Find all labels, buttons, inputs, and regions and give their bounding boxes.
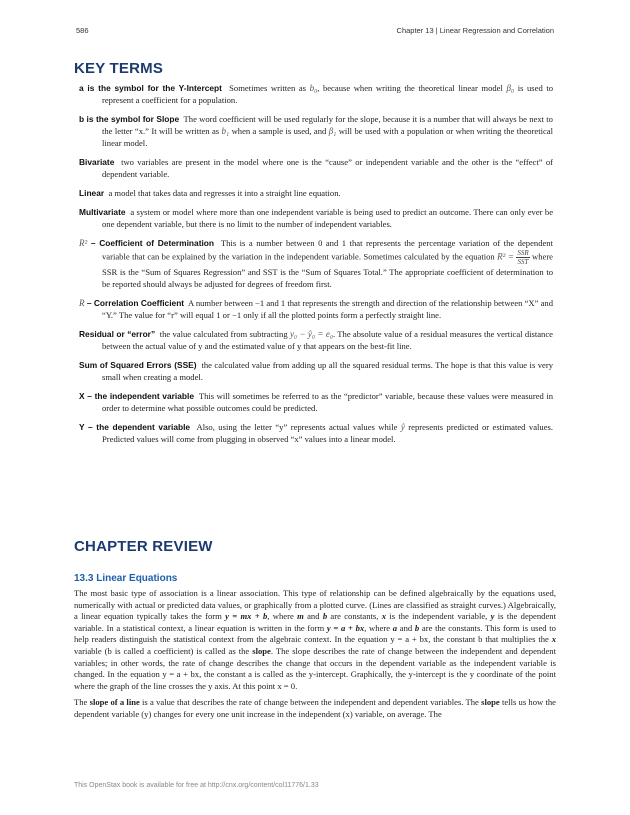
math-bold: x — [381, 611, 386, 622]
term-text: The word coefficient will be used regularly for the slope, because it is a number that will always be next to the letter “x.” It will be written as — [102, 114, 553, 136]
term-text: is used to represent a coefficient for a population. — [102, 83, 554, 105]
math-residual: y₀ − ŷ₀ = e₀ — [289, 329, 333, 339]
math-beta0: β₀ — [506, 83, 515, 93]
fraction-denominator: SST — [517, 258, 529, 266]
term-title: b is the symbol for Slope — [79, 114, 180, 124]
term-title: Sum of Squared Errors (SSE) — [79, 360, 197, 370]
math-y-hat: ŷ — [400, 422, 405, 432]
math-bold: y — [490, 611, 495, 622]
math-bold: b — [322, 611, 328, 622]
term-text: This is a number between 0 and 1 that represents the percentage variation of the dependent variable that can be explained by the variation in the independent variable. Sometimes calculated by the equation — [102, 238, 553, 262]
text-run: variable (b is called a coefficient) is called as the — [74, 645, 253, 656]
term-title: a is the symbol for the Y-Intercept — [79, 83, 222, 93]
math-bold: m — [297, 611, 304, 622]
term-text: This will sometimes be referred to as the “predictor” variable, because these values were measured in order to determine what possible outcomes could be predicted. — [102, 391, 554, 413]
text-run: tells us how the dependent variable (y) changes for every one unit increase in the independent (x) variable, on average. The — [74, 697, 556, 719]
key-terms-heading: KEY TERMS — [74, 60, 164, 77]
text-run: . The slope describes the rate of change between the independent and dependent variables; in other words, the rate of change describes the change that occurs in the dependent variable as the independent variable is changed. In the equation y = a + bx, the constant a is called as the y-intercept. Graphically, the y-intercept is the y coordinate of the point where the graph of the line crosses the y axis. At this point x = 0. — [74, 645, 556, 691]
review-paragraph-1 — [74, 588, 556, 692]
bold-term: slope — [252, 645, 271, 656]
term-title: Bivariate — [79, 157, 115, 167]
math-bold: a — [392, 622, 398, 633]
text-run: are the constants. This form is used to help readers distinguish the statistical context from the algebraic context. In the equation y = a + bx, the constant b that multiplies the — [74, 622, 556, 645]
term-text: Also, using the letter “y” represents actual values while — [196, 422, 398, 432]
math-bold: y = mx + b — [225, 611, 268, 622]
math-r2-equals: R² = — [497, 251, 514, 262]
term-text: a system or model where more than one independent variable is being used to predict an outcome. There can only ever be one dependent variable, but there is no limit to the number of independent variables. — [102, 207, 554, 229]
text-run: The most basic type of association is a linear association. This type of relationship can be defined algebraically by the equations used, numerically with actual or predicted data values, or graphically from a plotted curve. (Lines are classified as straight curves.) Algebraically, a linear equation typically takes the form — [74, 588, 556, 622]
term-title: Y – the dependent variable — [79, 422, 191, 432]
math-r-squared: R² — [79, 238, 88, 248]
term-text: A number between −1 and 1 that represents the strength and direction of the relationship between “X” and “Y.” The value for “r” will equal 1 or −1 only if all the plotted points form a perfectly straight line. — [102, 298, 553, 320]
math-bold: y = a + bx — [326, 622, 365, 633]
term-sse — [79, 359, 553, 383]
chapter-review-heading: CHAPTER REVIEW — [74, 538, 213, 555]
term-text: two variables are present in the model where one is the “cause” or independent variable and the other is the “effect” of dependent variable. — [102, 157, 554, 179]
text-run: , where — [267, 611, 298, 622]
term-text: when a sample is used, and — [231, 126, 327, 136]
running-header: Chapter 13 | Linear Regression and Correlation — [396, 26, 554, 35]
math-b1: b₁ — [221, 126, 230, 136]
math-beta1: β₁ — [328, 126, 337, 136]
text-run: , where — [364, 622, 393, 633]
bold-term: slope of a line — [89, 697, 140, 708]
term-title: Residual or “error” — [79, 329, 156, 339]
term-text: the value calculated from subtracting — [159, 329, 288, 339]
math-fraction — [516, 249, 529, 266]
term-correlation-coefficient — [79, 297, 553, 321]
text-run: The — [74, 697, 90, 708]
chapter-review-body — [74, 588, 556, 726]
footer-note: This OpenStax book is available for free at http://cnx.org/content/col11776/1.33 — [74, 782, 319, 789]
key-terms-list — [79, 82, 553, 452]
math-bold: x — [551, 634, 556, 645]
term-text: the calculated value from adding up all the squared residual terms. The hope is that this value is very small when creating a model. — [102, 360, 554, 382]
review-paragraph-2 — [74, 697, 556, 720]
term-text: where SSR is the “Sum of Squares Regression” and SST is the “Sum of Squares Total.” The appropriate coefficient of determination to be reported should always be adjusted for degrees of freedom first. — [102, 251, 553, 289]
term-coefficient-of-determination — [79, 237, 553, 290]
term-independent-variable — [79, 390, 553, 414]
term-y-intercept — [79, 82, 553, 106]
math-bold: b — [414, 622, 420, 633]
text-run: is the independent variable, — [385, 611, 491, 622]
term-title: Multivariate — [79, 207, 126, 217]
math-b0: b₀ — [309, 83, 318, 93]
term-title: – Coefficient of Determination — [87, 238, 215, 248]
term-text: Sometimes written as — [229, 83, 306, 93]
text-run: and — [303, 611, 323, 622]
section-title: 13.3 Linear Equations — [74, 573, 178, 584]
term-multivariate — [79, 206, 553, 230]
term-text: represents predicted or estimated values. Predicted values will come from plugging in observed “x” values into a linear model. — [102, 422, 553, 444]
term-title: – Correlation Coefficient — [84, 298, 185, 308]
text-run: is the dependent variable. In a statistical context, a linear equation is written in the form — [74, 611, 556, 633]
term-title: X – the independent variable — [79, 391, 194, 401]
text-run: are constants, — [327, 611, 382, 622]
term-slope — [79, 113, 553, 149]
term-bivariate — [79, 156, 553, 180]
term-residual — [79, 328, 553, 352]
bold-term: slope — [481, 697, 500, 708]
fraction-numerator: SSR — [517, 249, 529, 257]
term-text: . The absolute value of a residual measures the vertical distance between the actual value of y and the estimated value of y that appears on the best-fit line. — [102, 329, 553, 351]
term-linear — [79, 187, 553, 199]
math-r: R — [79, 298, 85, 308]
term-text: will be used with a population or when writing the theoretical linear model. — [102, 126, 553, 148]
term-dependent-variable — [79, 421, 553, 445]
term-title: Linear — [79, 188, 105, 198]
text-run: and — [397, 622, 415, 633]
term-text: a model that takes data and regresses it into a straight line equation. — [108, 188, 341, 198]
term-text: , because when writing the theoretical linear model — [317, 83, 503, 93]
text-run: is a value that describes the rate of change between the independent and dependent variables. The — [139, 697, 482, 708]
page-number: 586 — [76, 26, 89, 35]
